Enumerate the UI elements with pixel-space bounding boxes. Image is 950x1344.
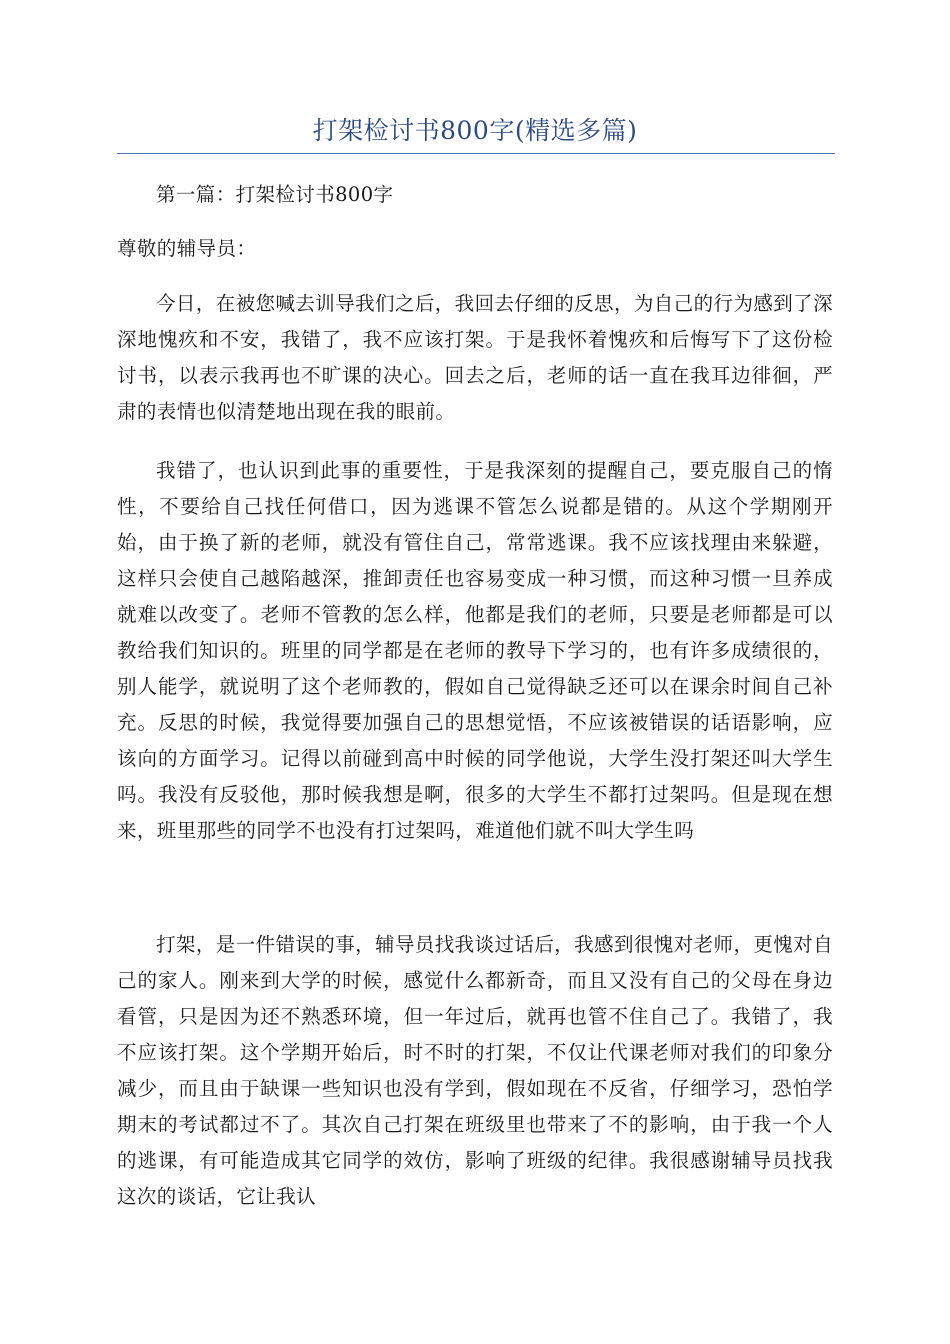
salutation: 尊敬的辅导员：: [117, 237, 257, 260]
paragraph: 打架，是一件错误的事，辅导员找我谈过话后，我感到很愧对老师，更愧对自己的家人。刚来到大学的时候，感觉什么都新奇，而且又没有自己的父母在身边看管，只是因为还不熟悉环境，但一年过后，就再也管不住自己了。我错了，我不应该打架。这个学期开始后，时不时的打架，不仅让代课老师对我们的印象分减少，而且由于缺课一些知识也没有学到，假如现在不反省，仔细学习，恐怕学期末的考试都过不了。其次自己打架在班级里也带来了不的影响，由于我一个人的逃课，有可能造成其它同学的效仿，影响了班级的纪律。我很感谢辅导员找我这次的谈话，它让我认: [117, 933, 833, 1208]
title-underline: [117, 153, 835, 154]
paragraph: 今日，在被您喊去训导我们之后，我回去仔细的反思，为自己的行为感到了深深地愧疚和不安，我错了，我不应该打架。于是我怀着愧疚和后悔写下了这份检讨书，以表示我再也不旷课的决心。回去之后，老师的话一直在我耳边徘徊，严肃的表情也似清楚地出现在我的眼前。: [117, 292, 833, 423]
paragraph: 我错了，也认识到此事的重要性，于是我深刻的提醒自己，要克服自己的惰性，不要给自己找任何借口，因为逃课不管怎么说都是错的。从这个学期刚开始，由于换了新的老师，就没有管住自己，常常逃课。我不应该找理由来躲避，这样只会使自己越陷越深，推卸责任也容易变成一种习惯，而这种习惯一旦养成就难以改变了。老师不管教的怎么样，他都是我们的老师，只要是老师都是可以教给我们知识的。班里的同学都是在老师的教导下学习的，也有许多成绩很的，别人能学，就说明了这个老师教的，假如自己觉得缺乏还可以在课余时间自己补充。反思的时候，我觉得要加强自己的思想觉悟，不应该被错误的话语影响，应该向的方面学习。记得以前碰到高中时候的同学他说，大学生没打架还叫大学生吗。我没有反驳他，那时候我想是啊，很多的大学生不都打过架吗。但是现在想来，班里那些的同学不也没有打过架吗，难道他们就不叫大学生吗: [117, 459, 833, 842]
document-title: 打架检讨书800字(精选多篇): [312, 116, 638, 145]
section-heading: 第一篇：打架检讨书800字: [156, 183, 394, 206]
